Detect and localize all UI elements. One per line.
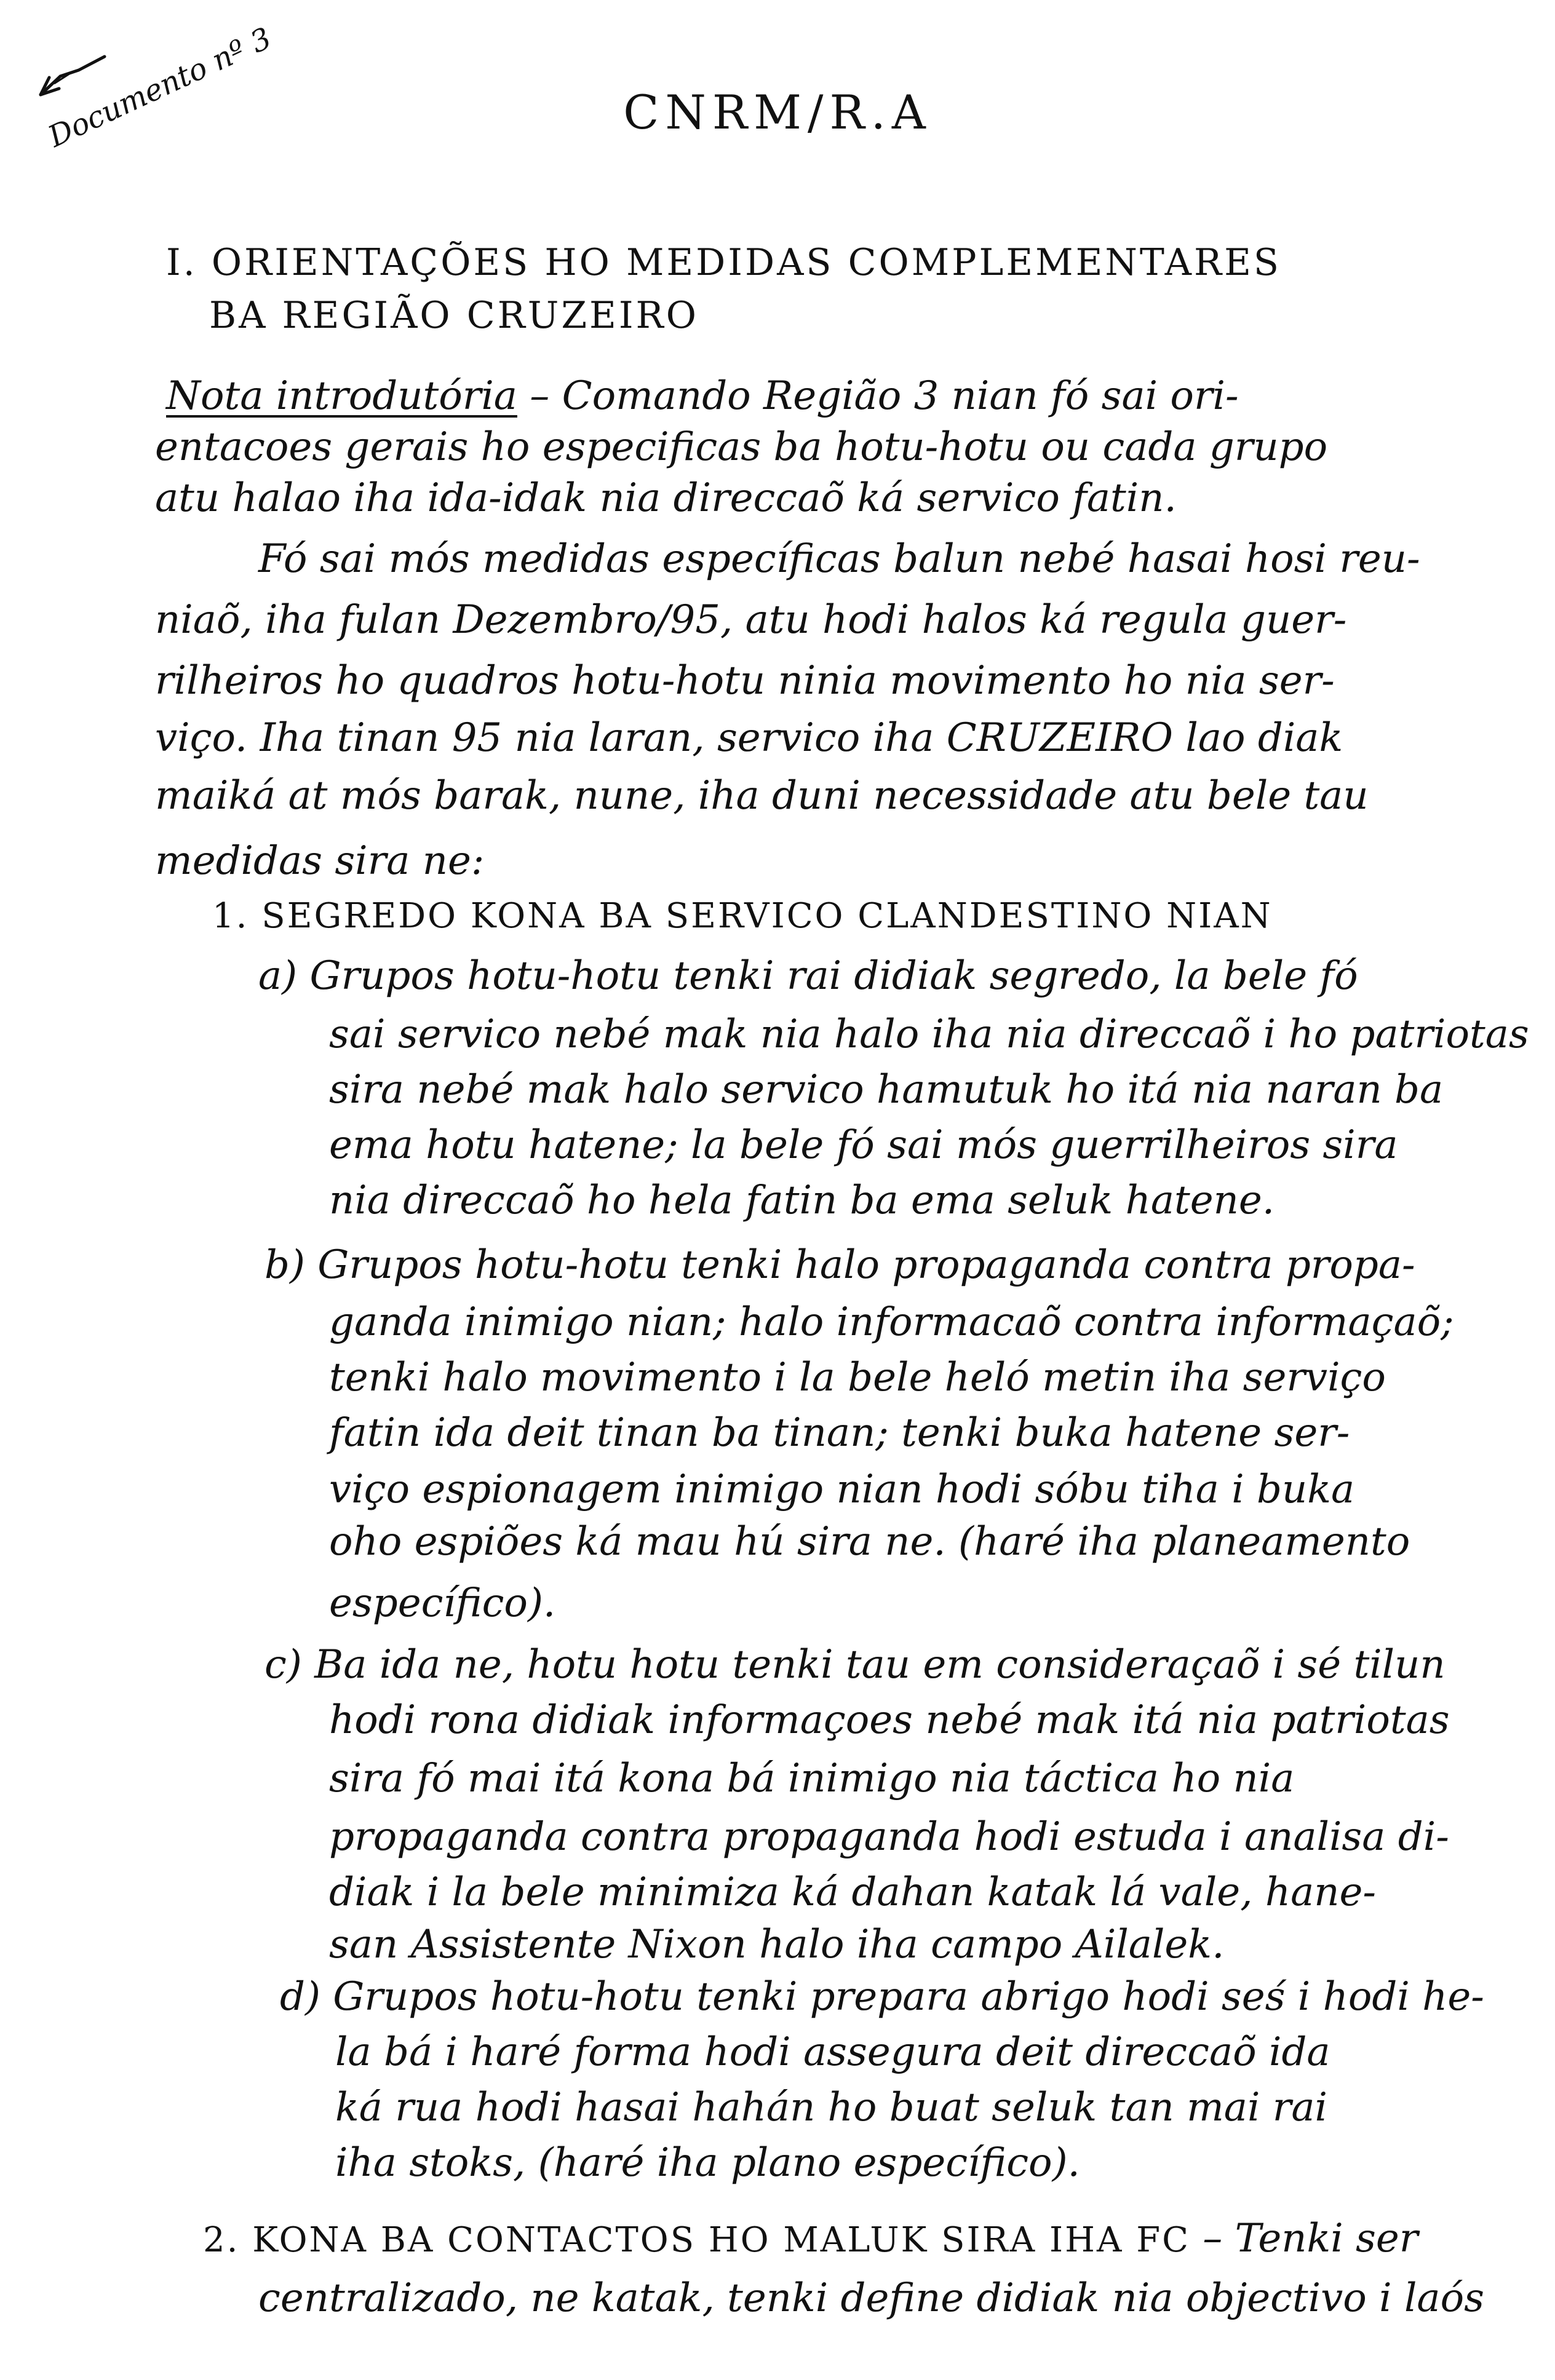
item-d-line: ká rua hodi hasai hahán ho buat seluk tan mai rai [335,2085,1327,2130]
item-c-line: hodi rona didiak informaçoes nebé mak itá nia patriotas [329,1697,1450,1743]
item-d-line: iha stoks, (haré iha plano específico). [335,2140,1080,2186]
item-a-line: ema hotu hatene; la bele fó sai mós guerrilheiros sira [329,1122,1398,1168]
intro-line [166,373,1239,419]
intro-line: niaõ, iha fulan Dezembro/95, atu hodi halos ká regula guer- [155,597,1347,643]
item-c-line: c) Ba ida ne, hotu hotu tenki tau em consideraçaõ i sé tilun [264,1642,1446,1688]
section-2-line: centralizado, ne katak, tenki define didiak nia objectivo i laós [258,2275,1484,2321]
item-d-line: la bá i haré forma hodi assegura deit direccaõ ida [335,2029,1330,2075]
section-2-line [203,2216,1418,2261]
item-c-line: sira fó mai itá kona bá inimigo nia táctica ho nia [329,1756,1295,1801]
item-b-line: viço espionagem inimigo nian hodi sóbu tiha i buka [329,1467,1355,1512]
document-number-annotation: Documento nº 3 [43,21,277,154]
item-b-line: tenki halo movimento i la bele heló metin iha serviço [329,1355,1386,1400]
item-b-line: ganda inimigo nian; halo informacaõ contra informaçaõ; [329,1299,1454,1345]
intro-line: rilheiros ho quadros hotu-hotu ninia movimento ho nia ser- [155,658,1335,704]
item-b-line: fatin ida deit tinan ba tinan; tenki buka hatene ser- [329,1410,1350,1456]
item-c-line: san Assistente Nixon halo iha campo Ailalek. [329,1922,1225,1967]
item-a-line: a) Grupos hotu-hotu tenki rai didiak segredo, la bele fó [258,953,1358,999]
item-b-line: oho espiões ká mau hú sira ne. (haré iha planeamento [329,1519,1410,1565]
item-b-line: b) Grupos hotu-hotu tenki halo propaganda contra propa- [264,1242,1415,1288]
intro-line: viço. Iha tinan 95 nia laran, servico iha CRUZEIRO lao diak [155,715,1343,761]
intro-line: medidas sira ne: [155,838,485,884]
item-a-line: sira nebé mak halo servico hamutuk ho itá nia naran ba [329,1067,1444,1113]
section-2-heading: 2. KONA BA CONTACTOS HO MALUK SIRA IHA FC [203,2220,1190,2260]
item-c-line: propaganda contra propaganda hodi estuda i analisa di- [329,1814,1449,1860]
title-line-2: BA REGIÃO CRUZEIRO [209,294,699,337]
section-1-heading: 1. SEGREDO KONA BA SERVICO CLANDESTINO NIAN [212,896,1273,936]
intro-line-text: – Comando Região 3 nian fó sai ori- [517,373,1239,419]
item-d-line: d) Grupos hotu-hotu tenki prepara abrigo hodi seś i hodi he- [280,1974,1484,2020]
section-2-text: – Tenki ser [1190,2216,1418,2261]
intro-line: atu halao iha ida-idak nia direccaõ ká servico fatin. [155,475,1177,521]
intro-line: entacoes gerais ho especificas ba hotu-hotu ou cada grupo [155,424,1328,470]
item-a-line: nia direccaõ ho hela fatin ba ema seluk hatene. [329,1178,1275,1223]
item-c-line: diak i la bele minimiza ká dahan katak lá vale, hane- [329,1870,1376,1915]
intro-line: Fó sai mós medidas específicas balun nebé hasai hosi reu- [258,536,1420,582]
item-b-line: específico). [329,1581,556,1626]
item-a-line: sai servico nebé mak nia halo iha nia direccaõ i ho patriotas [329,1012,1529,1057]
title-line-1: I. ORIENTAÇÕES HO MEDIDAS COMPLEMENTARES [166,241,1282,284]
header-code: CNRM/R.A [623,85,932,140]
intro-line: maiká at mós barak, nune, iha duni necessidade atu bele tau [155,773,1369,819]
intro-label: Nota introdutória [166,373,517,419]
